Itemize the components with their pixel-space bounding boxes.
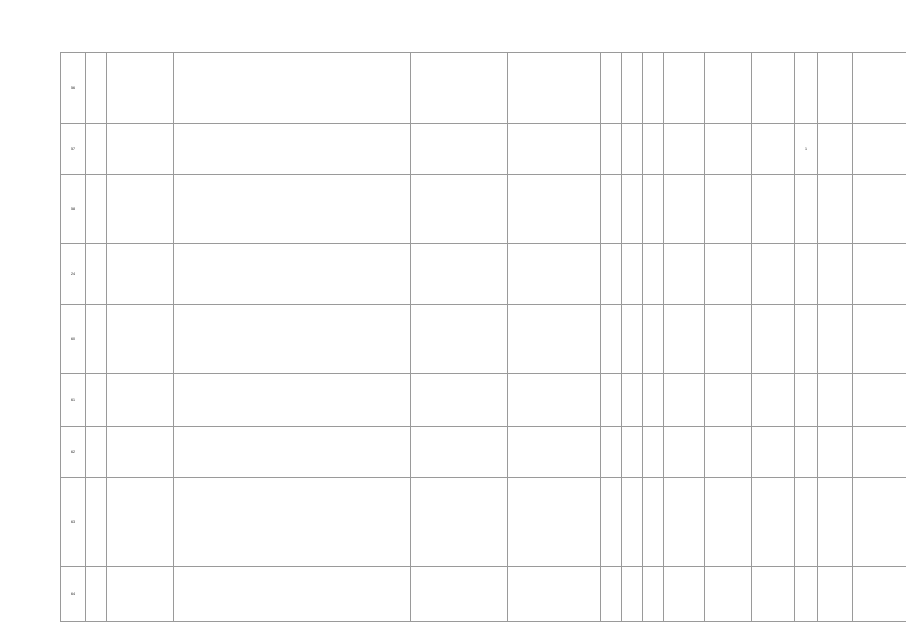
- route-code: [86, 478, 107, 567]
- route-id: [643, 175, 664, 244]
- route-stops: [411, 374, 508, 427]
- route-stops: [411, 175, 508, 244]
- route-name: [107, 478, 174, 567]
- tariff-type: [705, 53, 752, 124]
- route-path: [174, 427, 411, 478]
- route-id: [643, 427, 664, 478]
- route-length-back: [622, 305, 643, 374]
- carrier-info: [853, 567, 906, 622]
- route-code: [86, 124, 107, 175]
- route-streets: [508, 244, 601, 305]
- carrier-info: [853, 478, 906, 567]
- row-number: 58: [61, 175, 86, 244]
- table-row: [61, 305, 906, 374]
- route-length-forward: [601, 124, 622, 175]
- tariff-type: [705, 374, 752, 427]
- boarding-order: [664, 124, 705, 175]
- vehicle-count: [795, 567, 818, 622]
- registry-sheet: [60, 52, 868, 622]
- route-code: [86, 53, 107, 124]
- vehicle-class: [752, 478, 795, 567]
- start-date: [818, 244, 853, 305]
- table-row: [61, 53, 906, 124]
- route-name: [107, 374, 174, 427]
- route-streets: [508, 374, 601, 427]
- route-length-forward: [601, 478, 622, 567]
- route-name: [107, 124, 174, 175]
- registry-body: [61, 53, 906, 622]
- row-number: 62: [61, 427, 86, 478]
- route-path: [174, 305, 411, 374]
- row-number: 60: [61, 305, 86, 374]
- route-name: [107, 53, 174, 124]
- route-code: [86, 567, 107, 622]
- route-length-forward: [601, 305, 622, 374]
- route-name: [107, 175, 174, 244]
- route-id: [643, 374, 664, 427]
- route-length-back: [622, 124, 643, 175]
- route-name: [107, 305, 174, 374]
- boarding-order: [664, 427, 705, 478]
- route-registry-table: [60, 52, 906, 622]
- start-date: [818, 567, 853, 622]
- route-id: [643, 124, 664, 175]
- carrier-info: [853, 124, 906, 175]
- route-path: [174, 567, 411, 622]
- start-date: [818, 374, 853, 427]
- route-id: [643, 478, 664, 567]
- vehicle-class: [752, 567, 795, 622]
- route-name: [107, 427, 174, 478]
- tariff-type: [705, 305, 752, 374]
- route-path: [174, 244, 411, 305]
- boarding-order: [664, 305, 705, 374]
- route-length-back: [622, 53, 643, 124]
- vehicle-class: [752, 53, 795, 124]
- vehicle-class: [752, 175, 795, 244]
- route-path: [174, 478, 411, 567]
- route-code: [86, 305, 107, 374]
- route-name: [107, 567, 174, 622]
- vehicle-class: [752, 244, 795, 305]
- route-streets: [508, 175, 601, 244]
- carrier-info: [853, 175, 906, 244]
- route-streets: [508, 124, 601, 175]
- route-stops: [411, 124, 508, 175]
- route-length-forward: [601, 175, 622, 244]
- vehicle-count: [795, 53, 818, 124]
- route-length-back: [622, 374, 643, 427]
- route-length-forward: [601, 427, 622, 478]
- carrier-info: [853, 53, 906, 124]
- route-streets: [508, 305, 601, 374]
- tariff-type: [705, 175, 752, 244]
- route-length-back: [622, 244, 643, 305]
- start-date: [818, 427, 853, 478]
- table-row: [61, 567, 906, 622]
- route-length-back: [622, 175, 643, 244]
- start-date: [818, 53, 853, 124]
- route-id: [643, 53, 664, 124]
- route-id: [643, 567, 664, 622]
- row-number: 56: [61, 53, 86, 124]
- route-streets: [508, 427, 601, 478]
- route-path: [174, 53, 411, 124]
- tariff-type: [705, 567, 752, 622]
- start-date: [818, 305, 853, 374]
- vehicle-count: [795, 427, 818, 478]
- route-stops: [411, 427, 508, 478]
- vehicle-count: [795, 478, 818, 567]
- vehicle-class: [752, 374, 795, 427]
- table-row: [61, 374, 906, 427]
- vehicle-count: [795, 374, 818, 427]
- boarding-order: [664, 175, 705, 244]
- carrier-info: [853, 427, 906, 478]
- route-code: [86, 427, 107, 478]
- route-length-forward: [601, 244, 622, 305]
- vehicle-count: [795, 175, 818, 244]
- start-date: [818, 175, 853, 244]
- vehicle-class: [752, 427, 795, 478]
- route-code: [86, 244, 107, 305]
- carrier-info: [853, 244, 906, 305]
- start-date: [818, 478, 853, 567]
- route-length-back: [622, 478, 643, 567]
- carrier-info: [853, 305, 906, 374]
- vehicle-count: [795, 244, 818, 305]
- table-row: [61, 244, 906, 305]
- table-row: [61, 175, 906, 244]
- route-stops: [411, 53, 508, 124]
- route-path: [174, 374, 411, 427]
- start-date: [818, 124, 853, 175]
- table-row: [61, 427, 906, 478]
- row-number: 61: [61, 374, 86, 427]
- route-length-forward: [601, 567, 622, 622]
- route-stops: [411, 244, 508, 305]
- route-code: [86, 175, 107, 244]
- tariff-type: [705, 478, 752, 567]
- boarding-order: [664, 374, 705, 427]
- route-id: [643, 305, 664, 374]
- table-row: [61, 124, 906, 175]
- row-number: 64: [61, 567, 86, 622]
- tariff-type: [705, 427, 752, 478]
- row-number: 63: [61, 478, 86, 567]
- route-code: [86, 374, 107, 427]
- vehicle-count: [795, 305, 818, 374]
- vehicle-count: 1: [795, 124, 818, 175]
- boarding-order: [664, 478, 705, 567]
- tariff-type: [705, 244, 752, 305]
- route-stops: [411, 478, 508, 567]
- route-stops: [411, 305, 508, 374]
- route-streets: [508, 53, 601, 124]
- route-streets: [508, 567, 601, 622]
- row-number: 57: [61, 124, 86, 175]
- route-streets: [508, 478, 601, 567]
- route-stops: [411, 567, 508, 622]
- route-path: [174, 124, 411, 175]
- route-name: [107, 244, 174, 305]
- route-length-forward: [601, 53, 622, 124]
- carrier-info: [853, 374, 906, 427]
- vehicle-class: [752, 305, 795, 374]
- route-length-back: [622, 427, 643, 478]
- route-path: [174, 175, 411, 244]
- boarding-order: [664, 244, 705, 305]
- table-row: [61, 478, 906, 567]
- route-length-back: [622, 567, 643, 622]
- boarding-order: [664, 567, 705, 622]
- boarding-order: [664, 53, 705, 124]
- vehicle-class: [752, 124, 795, 175]
- tariff-type: [705, 124, 752, 175]
- row-number: 24: [61, 244, 86, 305]
- route-id: [643, 244, 664, 305]
- route-length-forward: [601, 374, 622, 427]
